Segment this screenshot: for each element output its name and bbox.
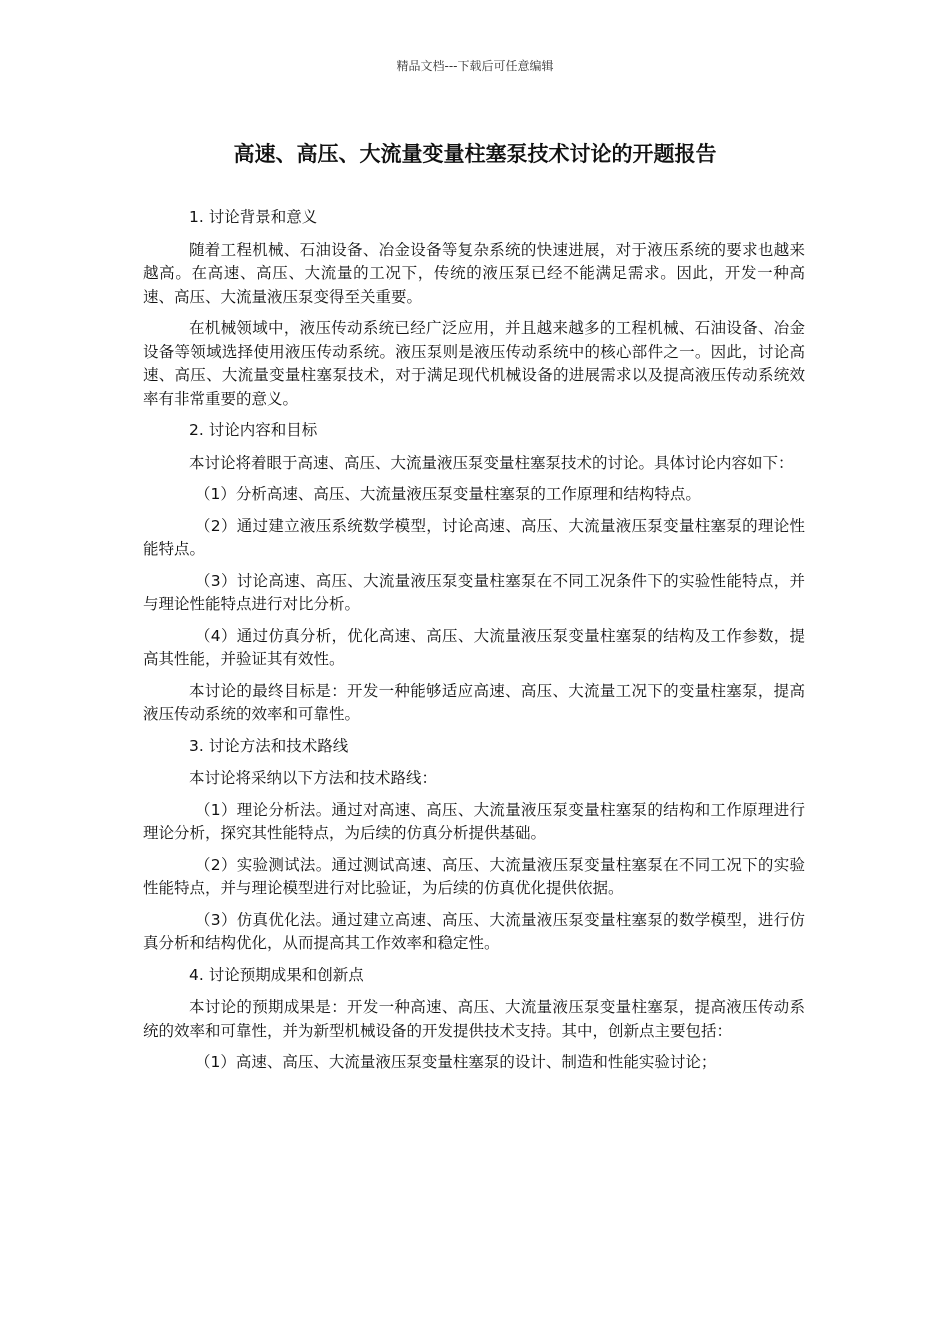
paragraph: 本讨论的最终目标是：开发一种能够适应高速、高压、大流量工况下的变量柱塞泵，提高液压传动系统的效率和可靠性。 (143, 681, 805, 723)
list-item: （2）通过建立液压系统数学模型，讨论高速、高压、大流量液压泵变量柱塞泵的理论性能特点。 (143, 516, 805, 558)
paragraph: 本讨论将着眼于高速、高压、大流量液压泵变量柱塞泵技术的讨论。具体讨论内容如下： (189, 453, 794, 472)
list-item: （1）高速、高压、大流量液压泵变量柱塞泵的设计、制造和性能实验讨论； (195, 1053, 717, 1071)
section-heading-content: 2. 讨论内容和目标 (189, 421, 318, 439)
list-item: （3）讨论高速、高压、大流量液压泵变量柱塞泵在不同工况条件下的实验性能特点，并与理论性能特点进行对比分析。 (143, 571, 805, 613)
section-heading-methods: 3. 讨论方法和技术路线 (189, 736, 349, 755)
section-heading-background: 1. 讨论背景和意义 (189, 208, 318, 226)
section-heading-outcomes: 4. 讨论预期成果和创新点 (189, 965, 364, 984)
header-note: 精品文档---下载后可任意编辑 (396, 59, 554, 73)
list-item: （1）理论分析法。通过对高速、高压、大流量液压泵变量柱塞泵的结构和工作原理进行理论分析，探究其性能特点，为后续的仿真分析提供基础。 (143, 800, 805, 842)
paragraph: 在机械领域中，液压传动系统已经广泛应用，并且越来越多的工程机械、石油设备、冶金设备等领域选择使用液压传动系统。液压泵则是液压传动系统中的核心部件之一。因此，讨论高速、高压、大流量变量柱塞泵技术，对于满足现代机械设备的进展需求以及提高液压传动系统效率有非常重要的意义。 (143, 319, 805, 408)
paragraph: 本讨论将采纳以下方法和技术路线： (189, 769, 438, 787)
paragraph: 本讨论的预期成果是：开发一种高速、高压、大流量液压泵变量柱塞泵，提高液压传动系统的效率和可靠性，并为新型机械设备的开发提供技术支持。其中，创新点主要包括： (143, 998, 805, 1040)
paragraph: 随着工程机械、石油设备、冶金设备等复杂系统的快速进展，对于液压系统的要求也越来越高。在高速、高压、大流量的工况下，传统的液压泵已经不能满足需求。因此，开发一种高速、高压、大流量液压泵变得至关重要。 (143, 240, 805, 306)
list-item: （4）通过仿真分析，优化高速、高压、大流量液压泵变量柱塞泵的结构及工作参数，提高其性能，并验证其有效性。 (143, 626, 805, 668)
list-item: （2）实验测试法。通过测试高速、高压、大流量液压泵变量柱塞泵在不同工况下的实验性能特点，并与理论模型进行对比验证，为后续的仿真优化提供依据。 (143, 855, 805, 897)
document-title: 高速、高压、大流量变量柱塞泵技术讨论的开题报告 (233, 142, 717, 166)
document-body (143, 206, 805, 1083)
list-item: （1）分析高速、高压、大流量液压泵变量柱塞泵的工作原理和结构特点。 (195, 485, 701, 503)
list-item: （3）仿真优化法。通过建立高速、高压、大流量液压泵变量柱塞泵的数学模型，进行仿真分析和结构优化，从而提高其工作效率和稳定性。 (143, 910, 805, 952)
